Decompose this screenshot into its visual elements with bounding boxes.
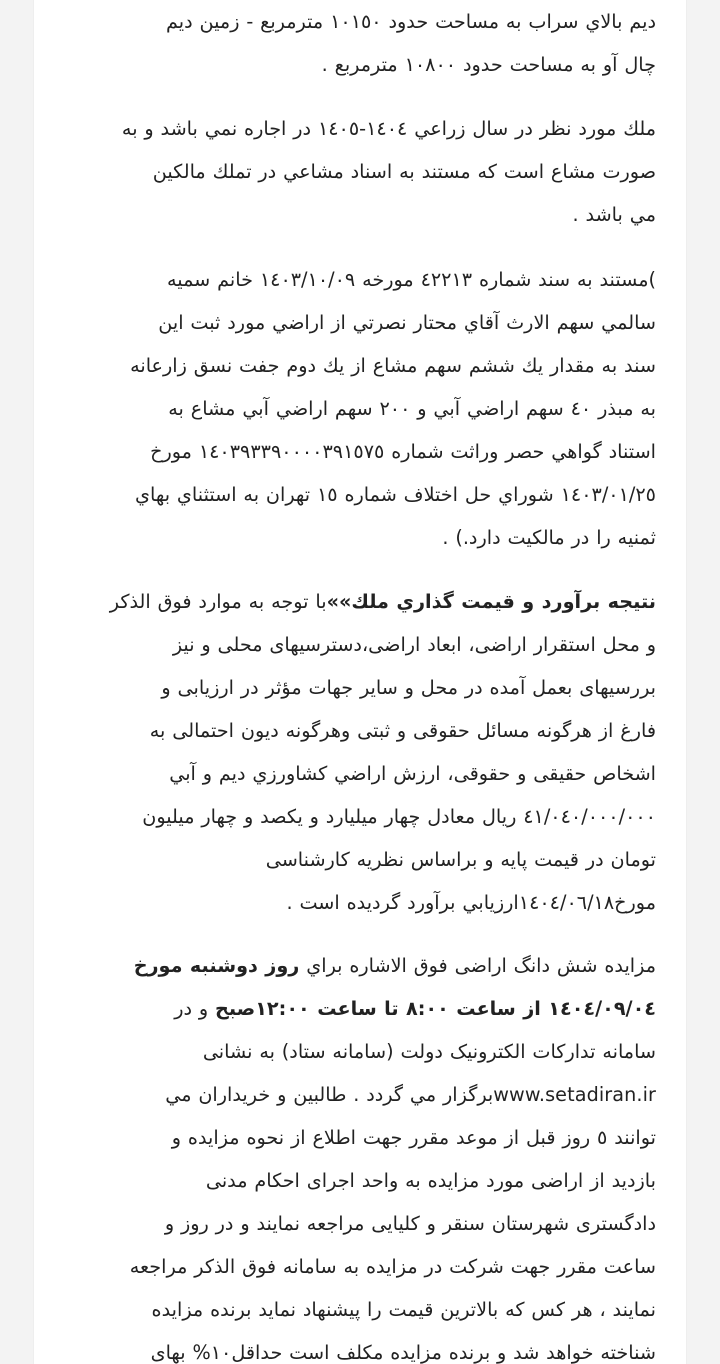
paragraph-5-line-7: دادگستری شهرستان سنقر و کلیایی مراجعه نمایند و در روز و: [164, 1212, 656, 1235]
paragraph-4-line-4: فارغ از هرگونه مسائل حقوقی و ثبتی وهرگونه دیون احتمالی به: [149, 719, 656, 742]
paragraph-1-line-1: ديم بالاي سراب به مساحت حدود ١٠١٥٠ مترمربع - زمين ديم: [166, 10, 656, 33]
paragraph-5-line-4: [66, 1073, 656, 1116]
paragraph-5-line-5: توانند ٥ روز قبل از موعد مقرر جهت اطلاع از نحوه مزایده و: [171, 1126, 656, 1149]
paragraph-3-line-7: ثمنيه را در مالكيت دارد.) .: [442, 526, 656, 549]
paragraph-3-line-6: ١٤٠٣/٠١/٢٥ شوراي حل اختلاف شماره ١٥ تهران به استثناي بهاي: [135, 483, 656, 506]
paragraph-3: [66, 258, 656, 559]
paragraph-3-line-3: سند به مقدار يك ششم سهم مشاع از يك دوم جفت نسق زارعانه: [130, 354, 656, 377]
paragraph-1-line-2: چال آو به مساحت حدود ١٠٨٠٠ مترمربع .: [321, 53, 656, 76]
paragraph-3-line-5: استناد گواهي حصر وراثت شماره ١٤٠٣٩٣٣٩٠٠٠٠٣٩١٥٧٥ مورخ: [150, 440, 656, 463]
paragraph-2: [66, 107, 656, 236]
paragraph-4-line-3: بررسیهای بعمل آمده در محل و سایر جهات مؤثر در ارزیابی و: [161, 676, 656, 699]
auction-and: و در: [174, 997, 209, 1020]
paragraph-5-line-8: ساعت مقرر جهت شرکت در مزایده به سامانه فوق الذکر مراجعه: [129, 1255, 656, 1278]
auction-day: روز دوشنبه مورخ: [133, 954, 300, 977]
valuation-result-title: نتيجه برآورد و قيمت گذاري ملك»»: [326, 590, 656, 613]
auction-intro: مزایده شش دانگ اراضی فوق الاشاره براي: [306, 954, 656, 977]
paragraph-4-line-1-text: با توجه به موارد فوق الذكر: [109, 590, 327, 613]
paragraph-3-line-1: )مستند به سند شماره ٤٢٢١٣ مورخه ١٤٠٣/١٠/٠٩ خانم سميه: [167, 268, 656, 291]
paragraph-1: [66, 0, 656, 86]
paragraph-4: [66, 580, 656, 924]
paragraph-5-line-6: بازدید از اراضی مورد مزایده به واحد اجرای احکام مدنی: [205, 1169, 656, 1192]
paragraph-2-line-3: مي باشد .: [572, 203, 656, 226]
paragraph-5-line-10: شناخته خواهد شد و برنده مزایده مکلف است حداقل١٠% بهای: [150, 1341, 656, 1364]
paragraph-3-line-4: به مبذر ٤٠ سهم اراضي آبي و ٢٠٠ سهم اراضي آبي مشاع به: [168, 397, 656, 420]
paragraph-5-line-1: [66, 944, 656, 987]
paragraph-4-line-5: اشخاص حقیقی و حقوقی، ارزش اراضي كشاورزي ديم و آبي: [169, 762, 656, 785]
paragraph-4-line-6: ٤١/٠٤٠/٠٠٠/٠٠٠ ريال معادل چهار ميليارد و يكصد و چهار ميليون: [142, 805, 656, 828]
paragraph-4-line-2: و محل استقرار اراضی، ابعاد اراضی،دسترسیهای محلی و نیز: [172, 633, 656, 656]
auction-held-text: برگزار مي گردد . طالبين و خريداران مي: [165, 1083, 494, 1106]
paragraph-5-line-2: [66, 987, 656, 1030]
auction-date-time: ١٤٠٤/٠٩/٠٤ از ساعت ٨:٠٠ تا ساعت ١٢:٠٠صبح: [215, 997, 656, 1020]
setad-link[interactable]: www.setadiran.ir: [493, 1083, 656, 1106]
paragraph-3-line-2: سالمي سهم الارث آقاي محتار نصرتي از اراضي مورد ثبت اين: [158, 311, 656, 334]
paragraph-4-line-1: [66, 580, 656, 623]
paragraph-5-line-3: سامانه تدارکات الکترونیک دولت (سامانه ستاد) به نشانی: [202, 1040, 656, 1063]
paragraph-4-line-7: تومان در قیمت پایه و براساس نظریه کارشناسی: [265, 848, 656, 871]
paragraph-4-line-8: مورخ١٤٠٤/٠٦/١٨ارزيابي برآورد گرديده است .: [286, 891, 656, 914]
paragraph-2-line-1: ملك مورد نظر در سال زراعي ١٤٠٤-١٤٠٥ در اجاره نمي باشد و به: [121, 117, 656, 140]
paragraph-5-line-9: نمایند ، هر کس که بالاترین قیمت را پیشنهاد نماید برنده مزایده: [151, 1298, 656, 1321]
document-card: [34, 0, 686, 1364]
paragraph-2-line-2: صورت مشاع است كه مستند به اسناد مشاعي در تملك مالكين: [152, 160, 656, 183]
paragraph-5: [66, 944, 656, 1364]
